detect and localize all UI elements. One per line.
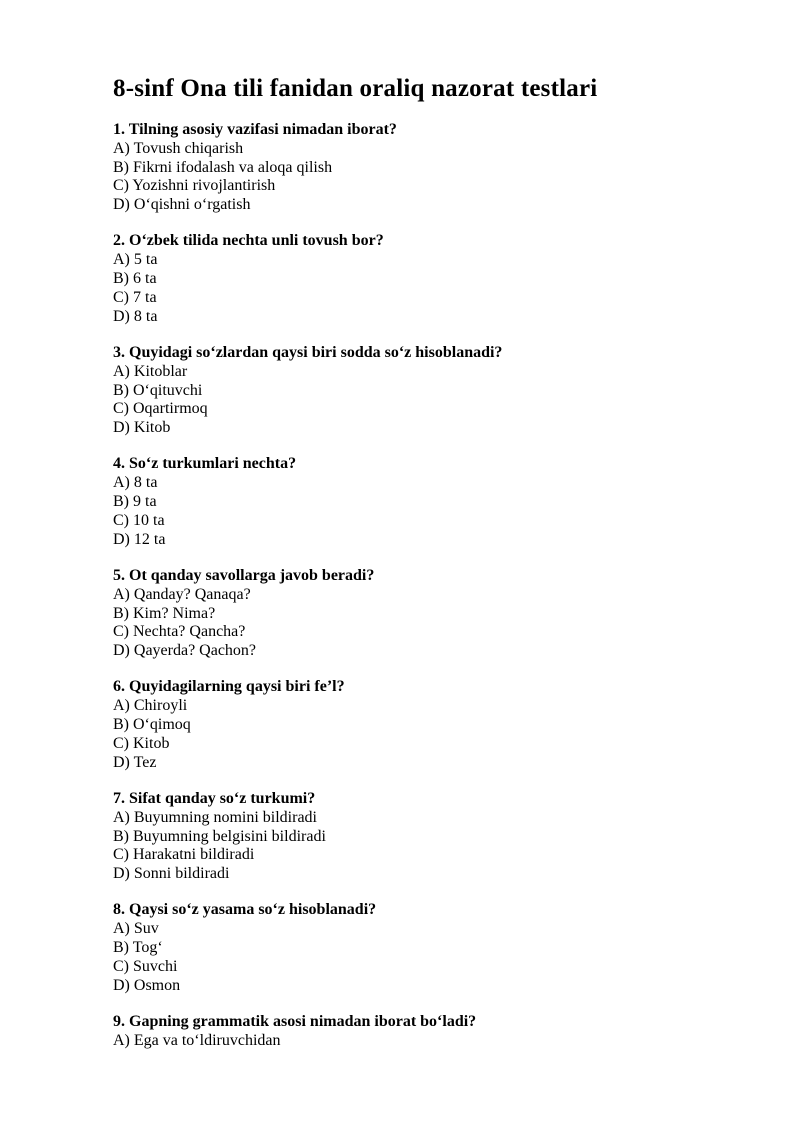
- question-heading: 4. So‘z turkumlari nechta?: [113, 455, 297, 473]
- question-block: [113, 790, 720, 884]
- question-block: [113, 344, 720, 438]
- page-title: 8-sinf Ona tili fanidan oraliq nazorat testlari: [113, 75, 598, 102]
- answer-option: A) 8 ta: [113, 474, 158, 492]
- question-list: [113, 121, 720, 1050]
- answer-option: C) 7 ta: [113, 288, 157, 306]
- question-block: [113, 121, 720, 215]
- answer-option: B) 9 ta: [113, 493, 157, 511]
- answer-option: A) Tovush chiqarish: [113, 139, 244, 157]
- answer-option: B) Tog‘: [113, 938, 163, 956]
- question-heading: 3. Quyidagi so‘zlardan qaysi biri sodda so‘z hisoblanadi?: [113, 343, 503, 361]
- question-block: [113, 455, 720, 549]
- answer-option: B) Buyumning belgisini bildiradi: [113, 827, 326, 845]
- answer-option: D) Kitob: [113, 419, 171, 437]
- answer-option: B) Fikrni ifodalash va aloqa qilish: [113, 158, 333, 176]
- question-block: [113, 1013, 720, 1051]
- answer-option: A) Kitoblar: [113, 362, 188, 380]
- answer-option: A) Buyumning nomini bildiradi: [113, 808, 317, 826]
- answer-option: C) Suvchi: [113, 957, 178, 975]
- question-heading: 6. Quyidagilarning qaysi biri fe’l?: [113, 678, 345, 696]
- question-heading: 2. O‘zbek tilida nechta unli tovush bor?: [113, 232, 384, 250]
- answer-option: C) Harakatni bildiradi: [113, 846, 255, 864]
- answer-option: D) O‘qishni o‘rgatish: [113, 196, 251, 214]
- question-block: [113, 901, 720, 995]
- answer-option: B) 6 ta: [113, 270, 157, 288]
- answer-option: C) 10 ta: [113, 511, 165, 529]
- answer-option: D) Osmon: [113, 976, 181, 994]
- answer-option: A) Qanday? Qanaqa?: [113, 585, 251, 603]
- question-block: [113, 678, 720, 772]
- question-heading: 9. Gapning grammatik asosi nimadan iborat bo‘ladi?: [113, 1012, 477, 1030]
- answer-option: A) Ega va to‘ldiruvchidan: [113, 1031, 281, 1049]
- question-heading: 5. Ot qanday savollarga javob beradi?: [113, 566, 375, 584]
- answer-option: A) Suv: [113, 920, 159, 938]
- answer-option: B) O‘qituvchi: [113, 381, 203, 399]
- answer-option: D) 8 ta: [113, 307, 158, 325]
- answer-option: D) 12 ta: [113, 530, 166, 548]
- answer-option: C) Yozishni rivojlantirish: [113, 177, 276, 195]
- answer-option: C) Kitob: [113, 734, 170, 752]
- answer-option: A) 5 ta: [113, 251, 158, 269]
- question-block: [113, 567, 720, 661]
- answer-option: D) Sonni bildiradi: [113, 865, 230, 883]
- answer-option: D) Qayerda? Qachon?: [113, 642, 257, 660]
- answer-option: B) O‘qimoq: [113, 716, 191, 734]
- answer-option: D) Tez: [113, 753, 157, 771]
- question-heading: 1. Tilning asosiy vazifasi nimadan iborat?: [113, 121, 397, 138]
- question-heading: 7. Sifat qanday so‘z turkumi?: [113, 789, 316, 807]
- question-heading: 8. Qaysi so‘z yasama so‘z hisoblanadi?: [113, 901, 377, 919]
- answer-option: A) Chiroyli: [113, 697, 188, 715]
- question-block: [113, 232, 720, 326]
- answer-option: B) Kim? Nima?: [113, 604, 216, 622]
- answer-option: C) Oqartirmoq: [113, 400, 208, 418]
- answer-option: C) Nechta? Qancha?: [113, 623, 246, 641]
